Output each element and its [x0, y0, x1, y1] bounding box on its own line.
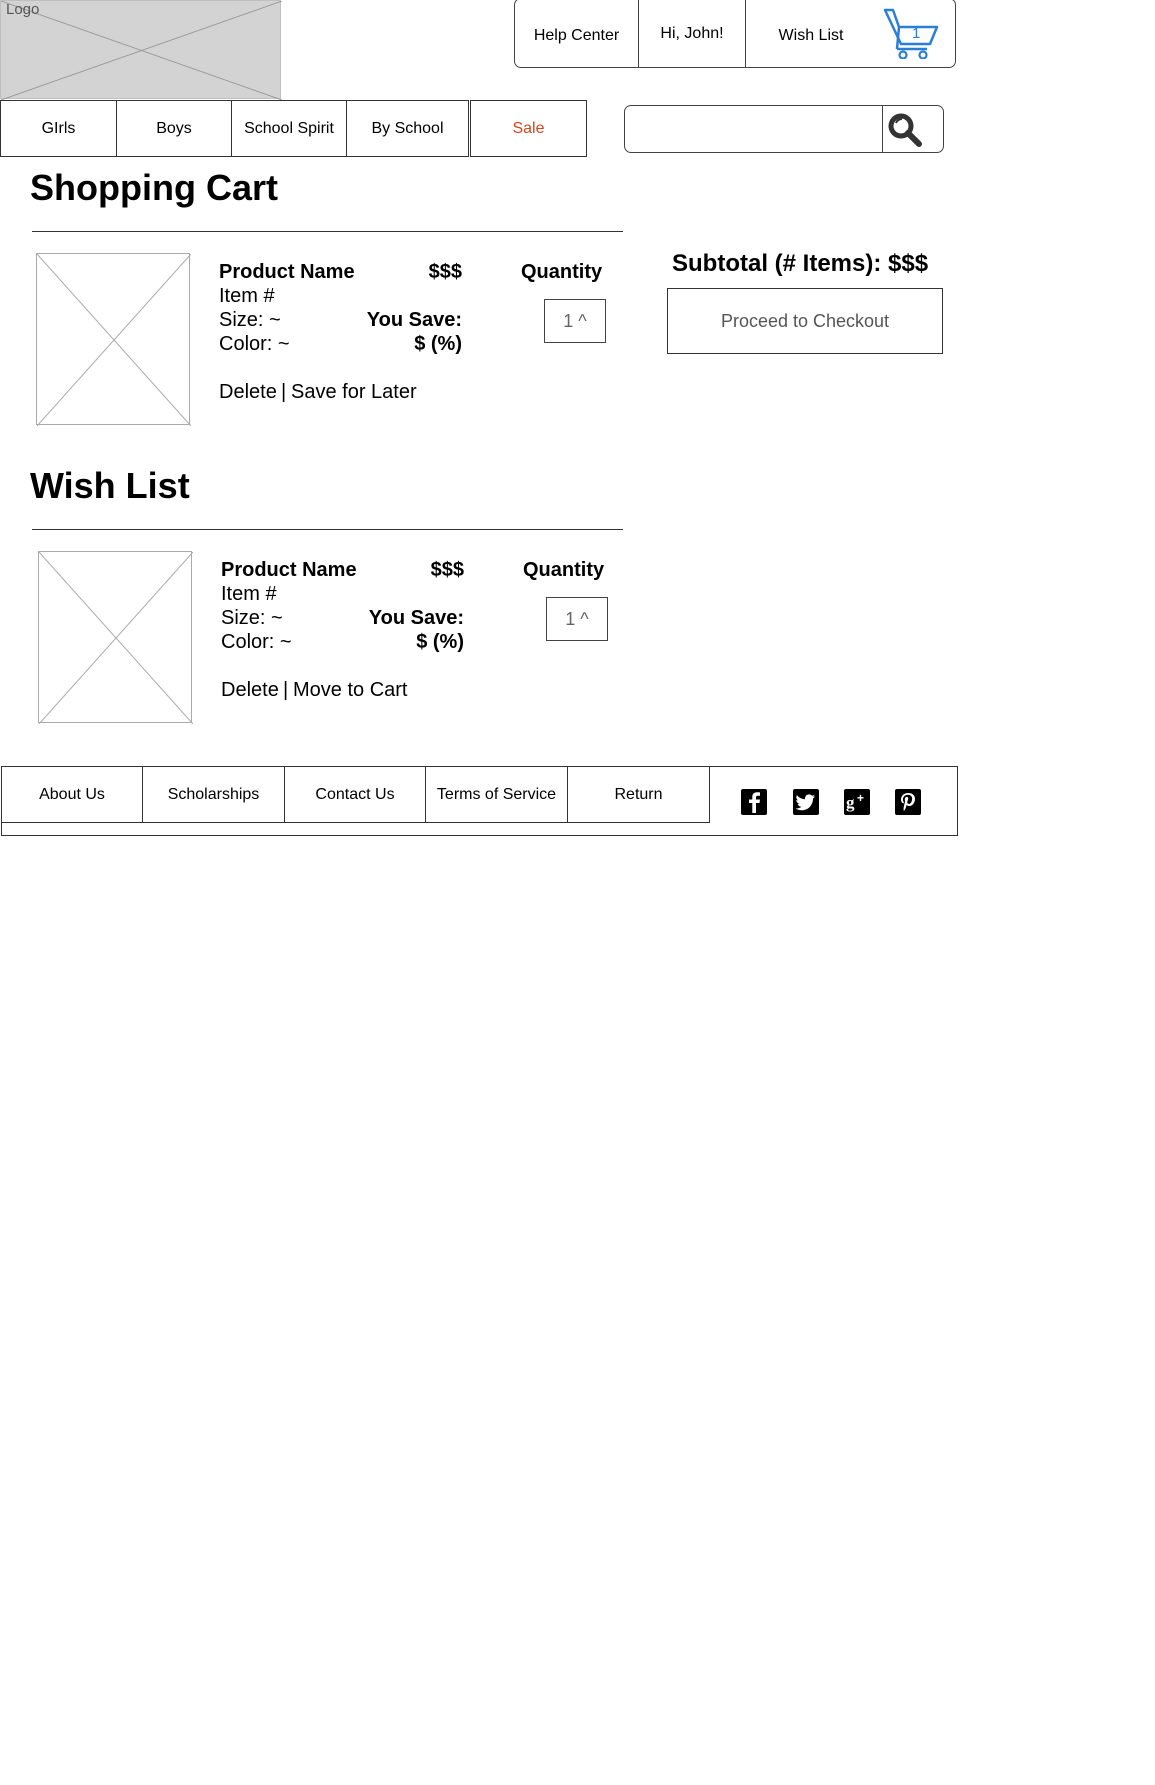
wish-list-title: Wish List [30, 465, 190, 506]
action-separator: | [283, 679, 289, 701]
shopping-cart-title: Shopping Cart [30, 167, 278, 208]
logo-placeholder[interactable] [0, 0, 281, 99]
logo-label: Logo [6, 1, 40, 18]
logo-placeholder-cross [1, 1, 282, 100]
divider [32, 231, 623, 232]
search-icon[interactable] [887, 112, 923, 148]
google-plus-icon[interactable] [844, 789, 870, 815]
cart-count-badge: 1 [912, 25, 921, 42]
product-price: $$$ [428, 261, 462, 283]
product-image-placeholder[interactable] [38, 551, 192, 723]
divider [32, 529, 623, 530]
product-image-placeholder[interactable] [36, 253, 190, 425]
product-price: $$$ [430, 559, 464, 581]
item-number: Item # [221, 583, 277, 605]
pinterest-icon[interactable] [895, 789, 921, 815]
divider [882, 106, 883, 152]
svg-text:g: g [846, 793, 855, 812]
search-input[interactable] [629, 110, 883, 150]
wish-list-link[interactable]: Wish List [778, 27, 844, 44]
product-name[interactable]: Product Name [221, 559, 357, 581]
save-for-later-link[interactable]: Save for Later [291, 381, 417, 403]
quantity-stepper[interactable]: 1 ^ [544, 299, 606, 343]
footer-link-terms-of-service[interactable]: Terms of Service [426, 767, 568, 823]
footer [1, 766, 958, 836]
nav-item-girls[interactable]: GIrls [0, 100, 117, 157]
product-size: Size: ~ [221, 607, 283, 629]
product-size: Size: ~ [219, 309, 281, 331]
nav-item-boys[interactable]: Boys [116, 100, 232, 157]
facebook-icon[interactable] [741, 789, 767, 815]
account-bar [514, 0, 956, 68]
search-bar [624, 105, 944, 153]
cart-subtotal: Subtotal (# Items): $$$ [672, 250, 929, 277]
footer-link-return[interactable]: Return [568, 767, 710, 823]
quantity-label: Quantity [521, 261, 603, 283]
you-save-value: $ (%) [416, 631, 464, 653]
twitter-icon[interactable] [793, 789, 819, 815]
item-number: Item # [219, 285, 275, 307]
quantity-label: Quantity [523, 559, 605, 581]
proceed-to-checkout-button[interactable]: Proceed to Checkout [667, 288, 943, 354]
footer-link-about-us[interactable]: About Us [2, 767, 143, 823]
you-save-value: $ (%) [414, 333, 462, 355]
footer-link-contact-us[interactable]: Contact Us [285, 767, 426, 823]
action-separator: | [281, 381, 287, 403]
user-greeting[interactable]: Hi, John! [660, 25, 724, 42]
footer-link-scholarships[interactable]: Scholarships [143, 767, 285, 823]
delete-link[interactable]: Delete [221, 679, 279, 701]
svg-text:+: + [857, 791, 865, 805]
cart-icon[interactable] [883, 5, 943, 59]
help-center-link[interactable]: Help Center [533, 27, 620, 44]
move-to-cart-link[interactable]: Move to Cart [293, 679, 408, 701]
nav-item-by-school[interactable]: By School [346, 100, 469, 157]
product-color: Color: ~ [219, 333, 290, 355]
nav-item-school-spirit[interactable]: School Spirit [231, 100, 347, 157]
product-name[interactable]: Product Name [219, 261, 355, 283]
product-color: Color: ~ [221, 631, 292, 653]
delete-link[interactable]: Delete [219, 381, 277, 403]
nav-item-sale[interactable]: Sale [470, 100, 587, 157]
you-save-label: You Save: [366, 309, 462, 331]
you-save-label: You Save: [368, 607, 464, 629]
quantity-stepper[interactable]: 1 ^ [546, 597, 608, 641]
